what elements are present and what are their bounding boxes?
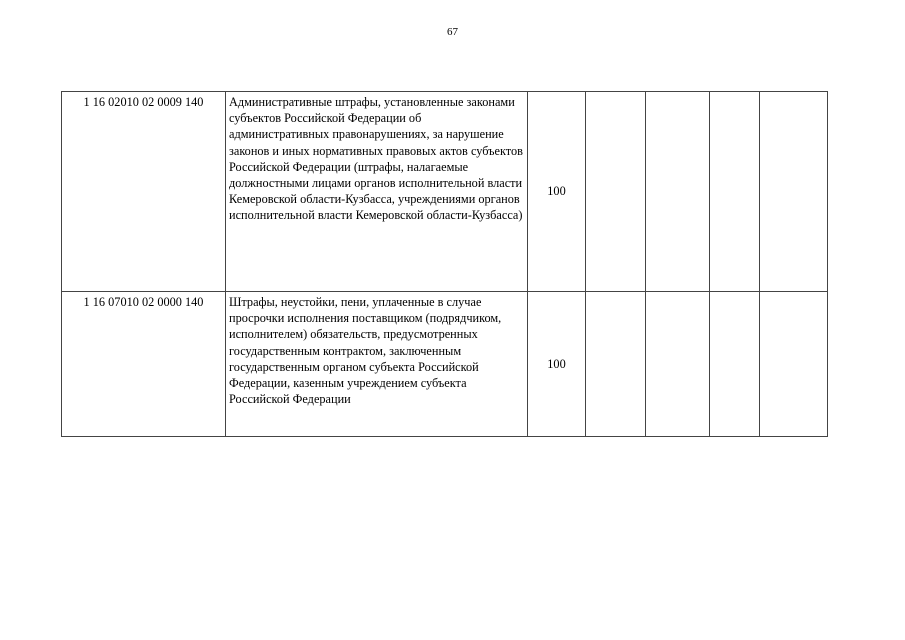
table-row	[62, 92, 828, 292]
empty-cell	[710, 92, 760, 292]
empty-cell	[586, 92, 646, 292]
empty-cell	[586, 292, 646, 437]
empty-cell	[646, 92, 710, 292]
value-cell: 100	[528, 292, 586, 437]
page-number: 67	[447, 26, 458, 38]
table-row	[62, 292, 828, 437]
empty-cell	[760, 92, 828, 292]
description-cell: Штрафы, неустойки, пени, уплаченные в случае просрочки исполнения поставщиком (подрядчиком, исполнителем) обязательств, предусмотренных государственным контрактом, заключенным государственным органом субъекта Российской Федерации, казенным учреждением субъекта Российской Федерации	[226, 292, 528, 437]
description-cell: Административные штрафы, установленные законами субъектов Российской Федерации об административных правонарушениях, за нарушение законов и иных нормативных правовых актов субъектов Российской Федерации (штрафы, налагаемые должностными лицами органов исполнительной власти Кемеровской области-Кузбасса, учреждениями органов исполнительной власти Кемеровской области-Кузбасса)	[226, 92, 528, 292]
budget-code-cell: 1 16 07010 02 0000 140	[62, 292, 226, 437]
value-cell: 100	[528, 92, 586, 292]
empty-cell	[646, 292, 710, 437]
budget-code-cell: 1 16 02010 02 0009 140	[62, 92, 226, 292]
empty-cell	[710, 292, 760, 437]
empty-cell	[760, 292, 828, 437]
revenue-table	[61, 91, 828, 437]
